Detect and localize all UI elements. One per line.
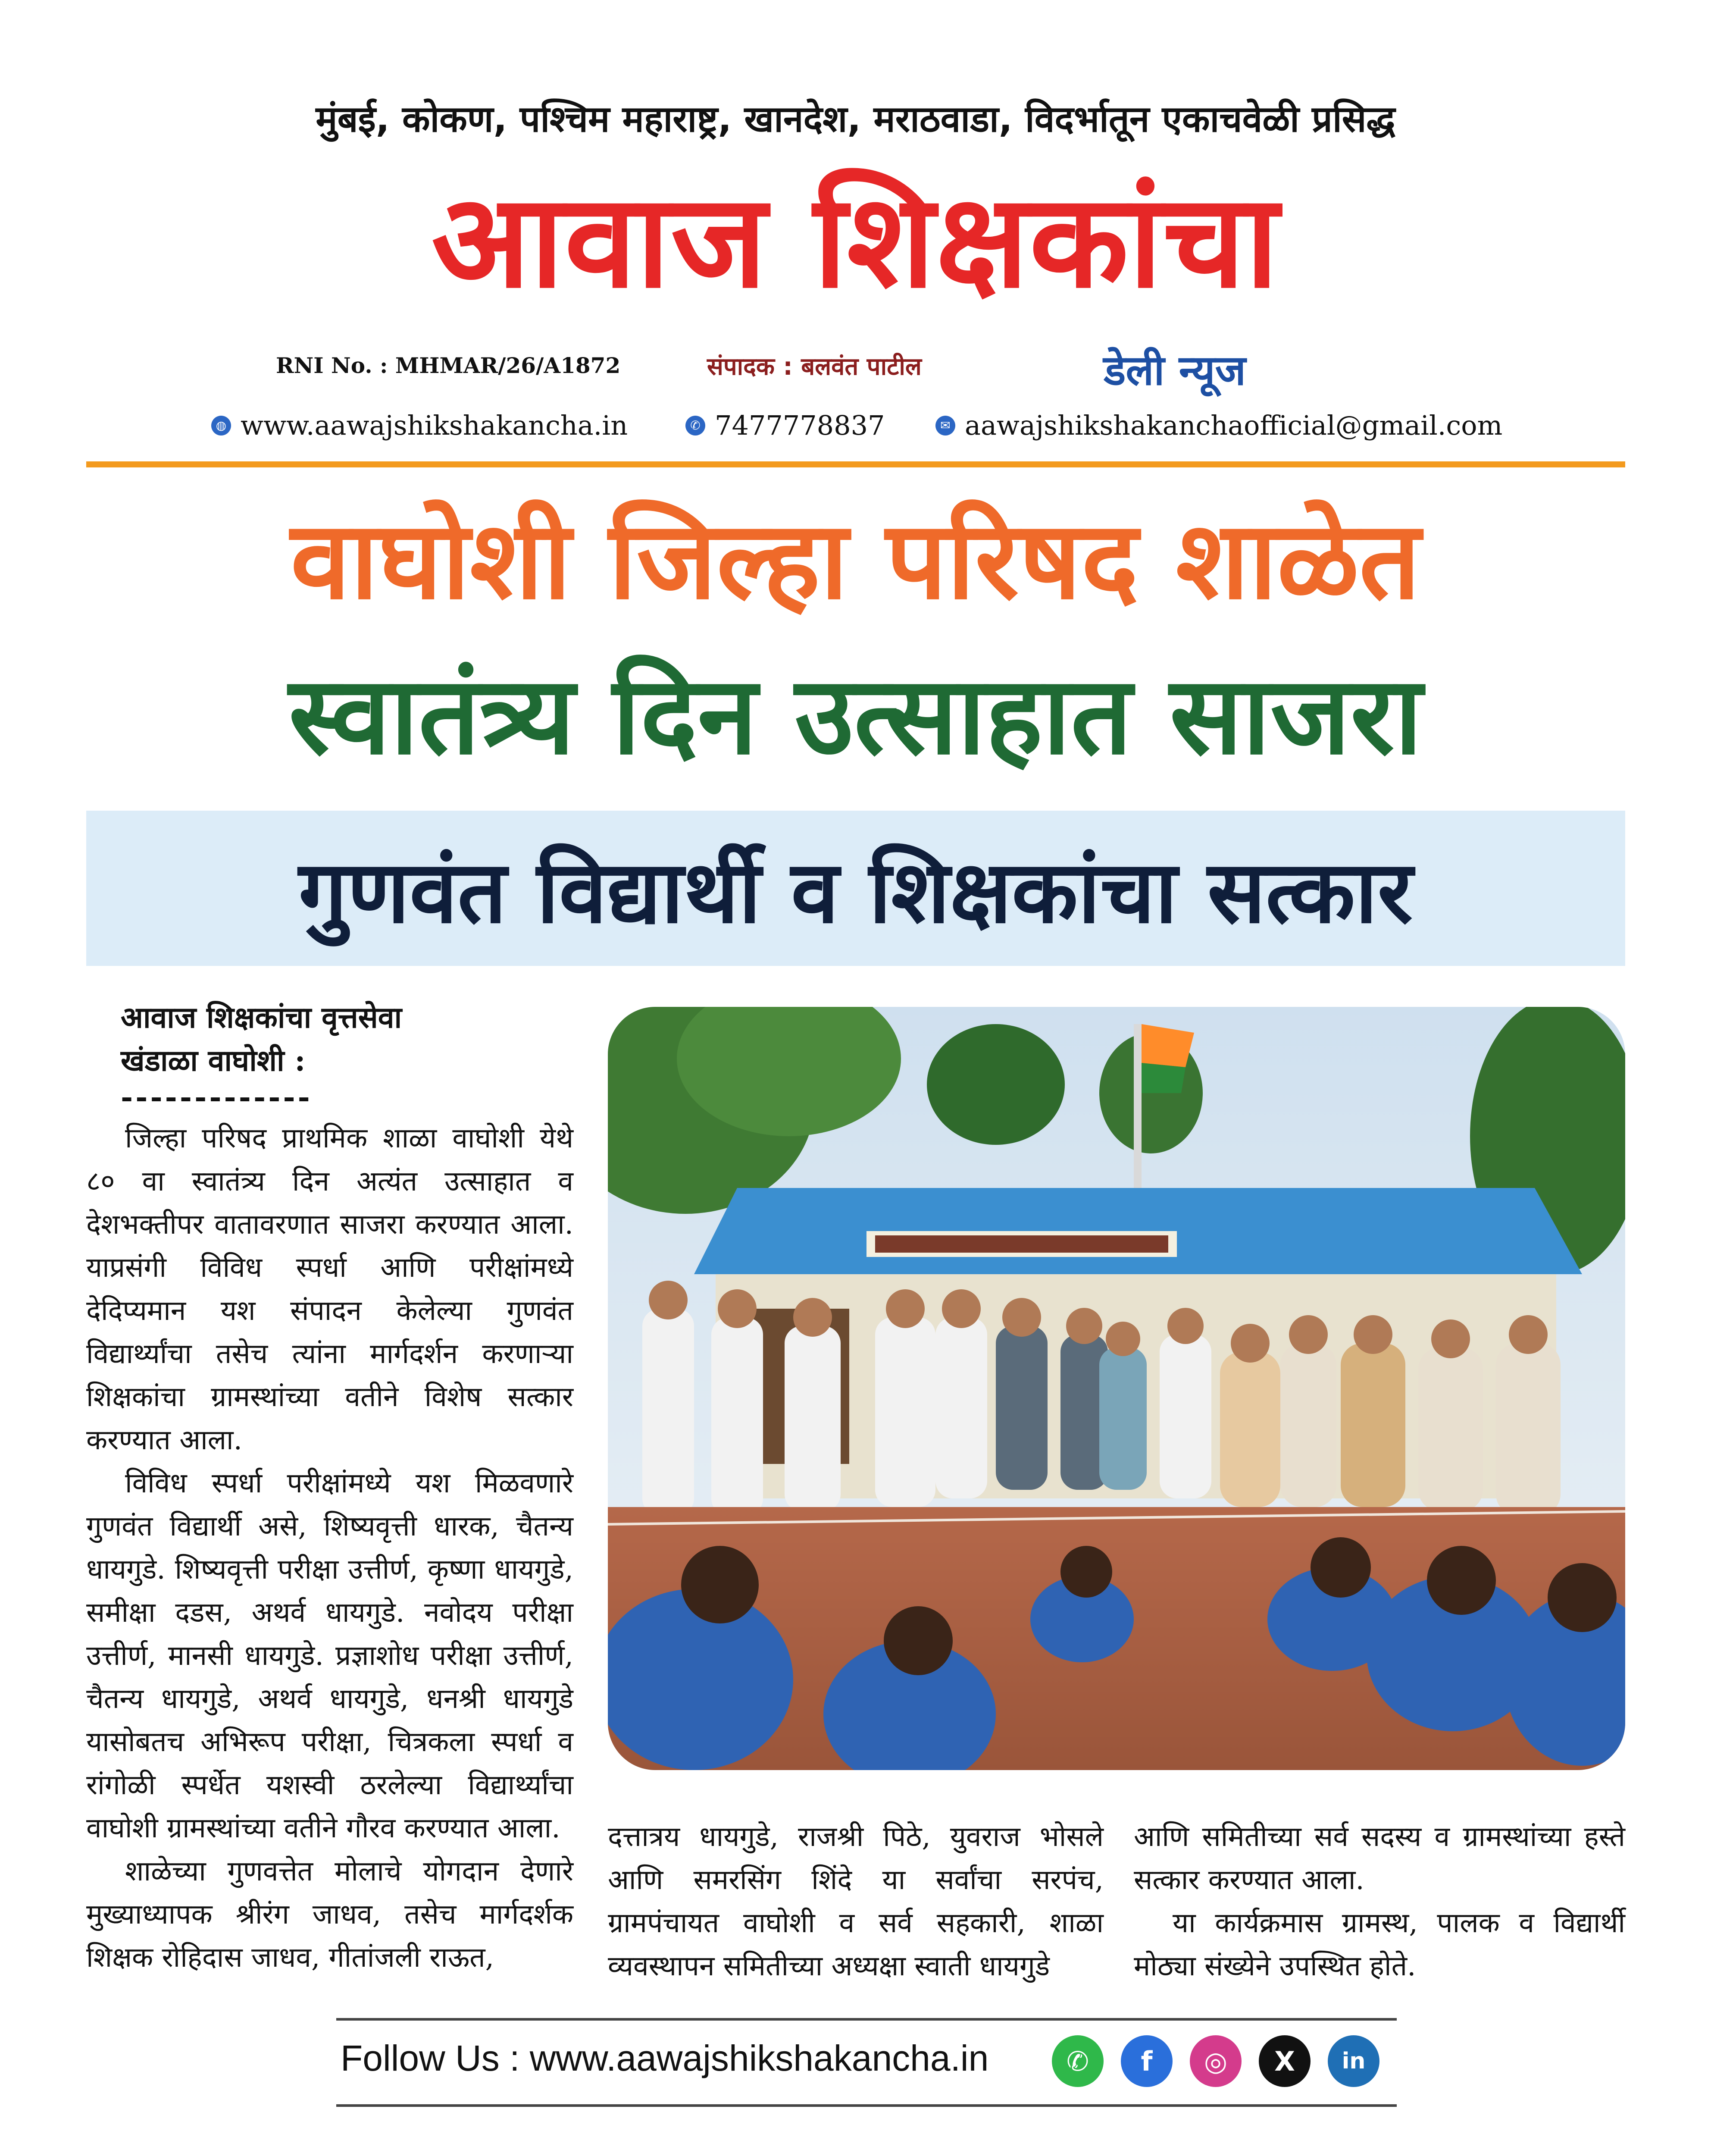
paragraph: शाळेच्या गुणवत्तेत मोलाचे योगदान देणारे मुख्याध्यापक श्रीरंग जाधव, तसेच मार्गदर्शक शिक्षक रोहिदास जाधव, गीतांजली राऊत, (86, 1855, 573, 1974)
subheadline: गुणवंत विद्यार्थी व शिक्षकांचा सत्कार (298, 842, 1413, 943)
email-contact[interactable] (935, 410, 1502, 441)
footer-top-rule (336, 2018, 1397, 2021)
event-photo (608, 1007, 1625, 1770)
phone-text[interactable]: 7477778837 (715, 410, 885, 441)
paragraph: दत्तात्रय धायगुडे, राजश्री पिठे, युवराज भोसले आणि समरसिंग शिंदे या सर्वांचा सरपंच, ग्रामपंचायत वाघोशी व सर्व सहकारी, शाळा व्यवस्थापन समितीच्या अध्यक्षा स्वाती धायगुडे (608, 1821, 1104, 1982)
headline-line-1: वाघोशी जिल्हा परिषद शाळेत (290, 498, 1421, 623)
paragraph: आणि समितीच्या सर्व सदस्य व ग्रामस्थांच्या हस्ते सत्कार करण्यात आला. (1134, 1821, 1625, 1896)
x-icon[interactable]: X (1259, 2035, 1311, 2087)
editor-credit: संपादक : बलवंत पाटील (707, 353, 922, 381)
paragraph: विविध स्पर्धा परीक्षांमध्ये यश मिळवणारे गुणवंत विद्यार्थी असे, शिष्यवृत्ती धारक, चैतन्य धायगुडे. शिष्यवृत्ती परीक्षा उत्तीर्ण, कृष्णा धायगुडे, समीक्षा दडस, अथर्व धायगुडे. नवोदय परीक्षा उत्तीर्ण, मानसी धायगुडे. प्रज्ञाशोध परीक्षा उत्तीर्ण, चैतन्य धायगुडे, अथर्व धायगुडे, धनश्री धायगुडे यासोबतच अभिरूप परीक्षा, चित्रकला स्पर्धा व रांगोळी स्पर्धेत यशस्वी ठरलेल्या विद्यार्थ्यांचा वाघोशी ग्रामस्थांच्या वतीने गौरव करण्यात आला. (86, 1467, 573, 1844)
paragraph: जिल्हा परिषद प्राथमिक शाळा वाघोशी येथे ८० वा स्वातंत्र्य दिन अत्यंत उत्साहात व देशभक्तीपर वातावरणात साजरा करण्यात आला. याप्रसंगी विविध स्पर्धा आणि परीक्षांमध्ये देदिप्यमान यश संपादन केलेल्या गुणवंत विद्यार्थ्यांचा तसेच त्यांना मार्गदर्शन करणाऱ्या शिक्षकांचा ग्रामस्थांच्या वतीने विशेष सत्कार करण्यात आला. (86, 1122, 573, 1456)
phone-contact[interactable] (685, 410, 885, 441)
rni-number: RNI No. : MHMAR/26/A1872 (276, 353, 621, 378)
whatsapp-icon[interactable]: ✆ (1052, 2035, 1104, 2087)
header-divider (86, 461, 1625, 467)
email-text[interactable]: aawajshikshakanchaofficial@gmail.com (965, 410, 1503, 441)
facebook-icon[interactable]: f (1121, 2035, 1173, 2087)
phone-icon: ✆ (685, 416, 705, 436)
byline (121, 996, 402, 1082)
byline-place: खंडाळा वाघोशी : (121, 1044, 306, 1078)
website-contact[interactable] (211, 410, 628, 441)
linkedin-icon[interactable]: in (1328, 2035, 1379, 2087)
globe-icon: ◍ (211, 416, 231, 436)
footer-bottom-rule (336, 2104, 1397, 2107)
mail-icon: ✉ (935, 416, 955, 436)
follow-us-link[interactable]: Follow Us : www.aawajshikshakancha.in (341, 2038, 989, 2078)
website-text[interactable]: www.aawajshikshakancha.in (241, 410, 628, 441)
tagline: मुंबई, कोकण, पश्चिम महाराष्ट्र, खानदेश, मराठवाडा, विदर्भातून एकाचवेळी प्रसिद्ध (316, 98, 1395, 140)
masthead-title: आवाज शिक्षकांचा (431, 166, 1280, 317)
subheadline-box (86, 811, 1625, 966)
byline-source: आवाज शिक्षकांचा वृत्तसेवा (121, 1000, 402, 1035)
group-photo-illustration (608, 1007, 1625, 1770)
article-column-2 (608, 1815, 1104, 1988)
headline-line-2: स्वातंत्र्य दिन उत्साहात साजरा (288, 653, 1423, 778)
byline-separator: ------------- (121, 1080, 313, 1115)
article-column-3 (1134, 1815, 1625, 1988)
article-column-1 (86, 1117, 573, 1979)
paragraph: या कार्यक्रमास ग्रामस्थ, पालक व विद्यार्थी मोठ्या संख्येने उपस्थित होते. (1134, 1907, 1625, 1982)
instagram-icon[interactable]: ◎ (1190, 2035, 1242, 2087)
edition-label: डेली न्यूज (1104, 346, 1246, 395)
